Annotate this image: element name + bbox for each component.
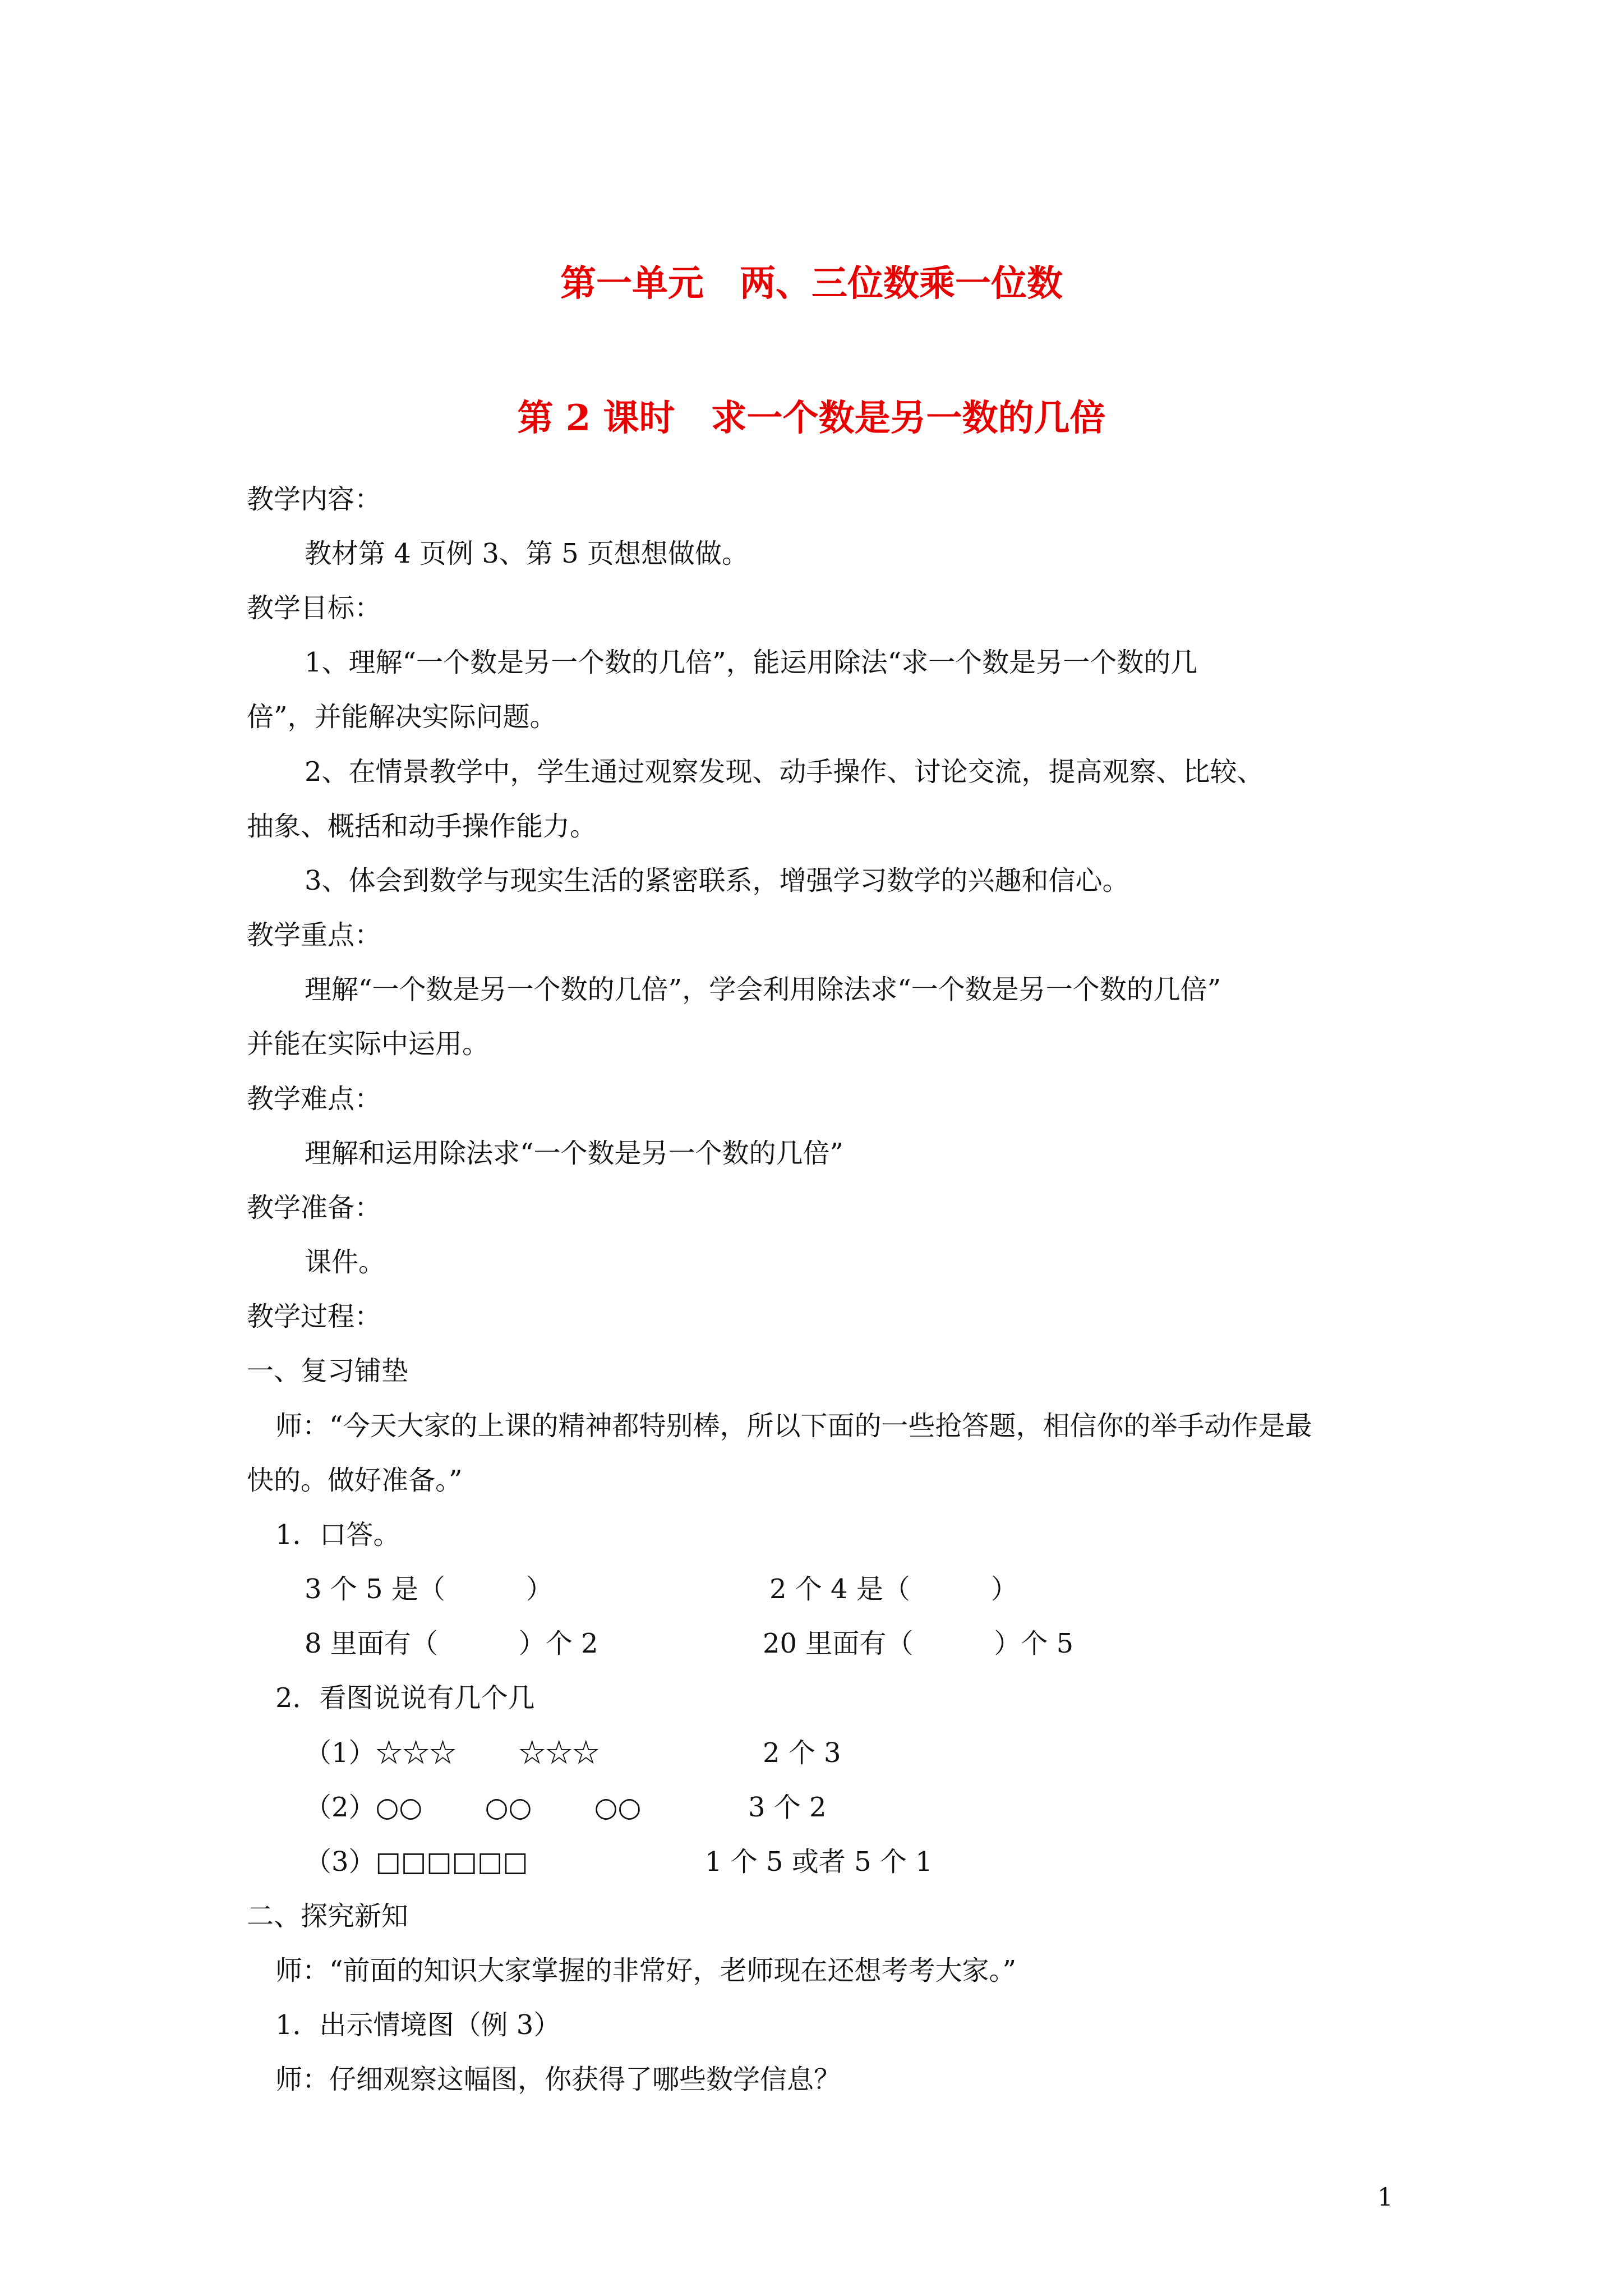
figure-answer: 3 个 2: [748, 1792, 827, 1823]
section-label-difficulties: 教学难点：: [247, 1083, 382, 1115]
section-label-preparation: 教学准备：: [247, 1192, 382, 1223]
section-heading-review: 一、复习铺垫: [247, 1355, 409, 1387]
paragraph-line: 师：“今天大家的上课的精神都特别棒，所以下面的一些抢答题，相信你的举手动作是最: [275, 1410, 1312, 1442]
section-label-content: 教学内容：: [247, 484, 382, 515]
figure-answer: 1 个 5 或者 5 个 1: [705, 1846, 933, 1878]
paragraph-line: 师：“前面的知识大家掌握的非常好，老师现在还想考考大家。”: [275, 1955, 1017, 1986]
figure-item: （2）○○ ○○ ○○: [305, 1792, 642, 1823]
page-number: 1: [1377, 2183, 1393, 2212]
section-heading-explore: 二、探究新知: [247, 1901, 409, 1932]
exercise-heading: 1．出示情境图（例 3）: [275, 2009, 561, 2041]
exercise-heading: 2．看图说说有几个几: [275, 1682, 535, 1714]
exercise-item: 3 个 5 是（ ）: [305, 1573, 553, 1605]
paragraph-line: 3、体会到数学与现实生活的紧密联系，增强学习数学的兴趣和信心。: [305, 865, 1129, 896]
paragraph-line: 快的。做好准备。”: [247, 1465, 463, 1496]
unit-title: 第一单元 两、三位数乘一位数: [560, 263, 1063, 305]
paragraph-line: 理解和运用除法求“一个数是另一个数的几倍”: [305, 1138, 844, 1169]
exercise-heading: 1．口答。: [275, 1519, 400, 1550]
paragraph-line: 课件。: [305, 1246, 386, 1278]
section-label-process: 教学过程：: [247, 1301, 382, 1332]
exercise-item: 2 个 4 是（ ）: [769, 1573, 1018, 1605]
exercise-item: 8 里面有（ ）个 2: [305, 1628, 598, 1659]
paragraph-line: 师：仔细观察这幅图，你获得了哪些数学信息？: [275, 2064, 841, 2095]
paragraph-line: 教材第 4 页例 3、第 5 页想想做做。: [305, 538, 749, 569]
paragraph-line: 理解“一个数是另一个数的几倍”，学会利用除法求“一个数是另一个数的几倍”: [305, 974, 1221, 1005]
paragraph-line: 并能在实际中运用。: [247, 1028, 490, 1060]
figure-item: （3）□□□□□□: [305, 1846, 528, 1878]
paragraph-line: 2、在情景教学中，学生通过观察发现、动手操作、讨论交流，提高观察、比较、: [305, 756, 1264, 788]
lesson-title: 第 2 课时 求一个数是另一数的几倍: [517, 397, 1106, 439]
paragraph-line: 抽象、概括和动手操作能力。: [247, 811, 597, 842]
paragraph-line: 1、理解“一个数是另一个数的几倍”，能运用除法“求一个数是另一个数的几: [305, 647, 1198, 678]
section-label-keypoints: 教学重点：: [247, 919, 382, 951]
paragraph-line: 倍”，并能解决实际问题。: [247, 701, 557, 733]
exercise-item: 20 里面有（ ）个 5: [763, 1628, 1074, 1659]
figure-answer: 2 个 3: [763, 1737, 841, 1769]
section-label-objectives: 教学目标：: [247, 592, 382, 624]
figure-item: （1）☆☆☆ ☆☆☆: [305, 1737, 600, 1769]
